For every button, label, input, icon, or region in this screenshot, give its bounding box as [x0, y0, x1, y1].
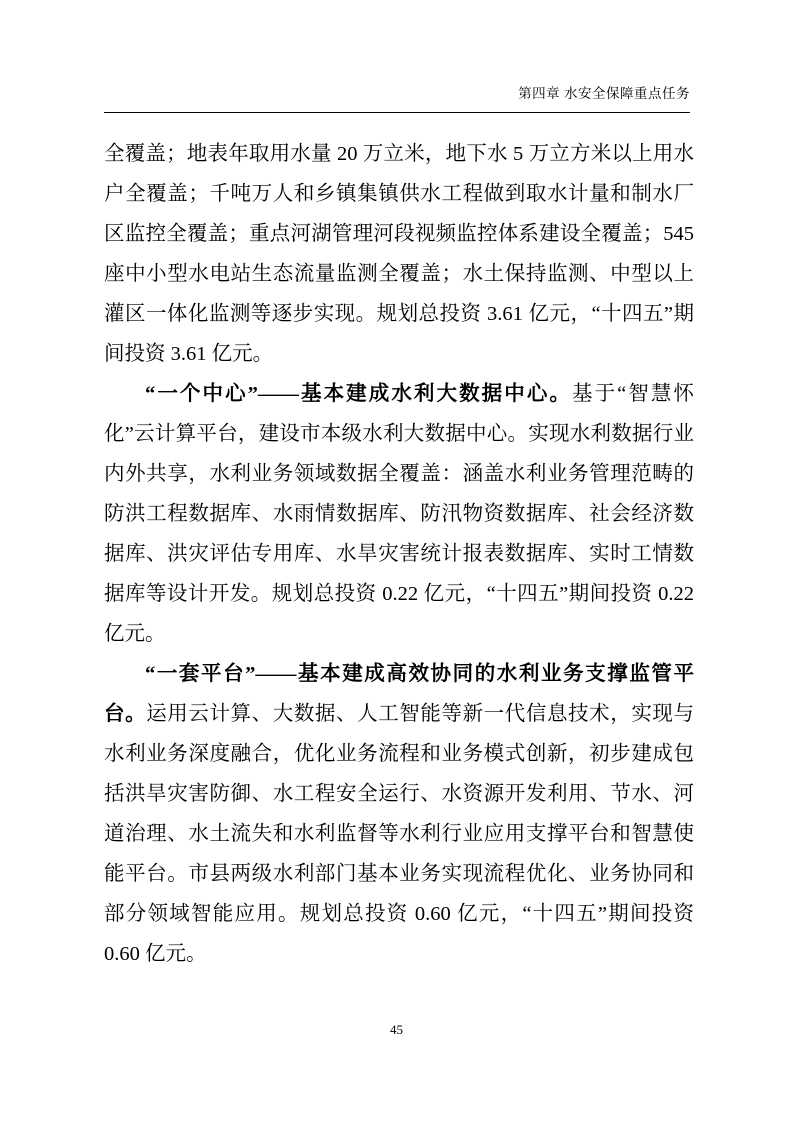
text-run-emphasis: “一个中心”——基本建成水利大数据中心。 — [145, 383, 572, 405]
page-header: 第四章 水安全保障重点任务 — [518, 86, 690, 101]
text-run: 全覆盖；地表年取用水量 20 万立米，地下水 5 万立方米以上用水户全覆盖；千吨万人和乡镇集镇供水工程做到取水计量和制水厂区监控全覆盖；重点河湖管理河段视频监控体系建设全覆盖；545 座中小型水电站生态流量监测全覆盖；水土保持监测、中型以上灌区一体化监测等逐步实现。规划总投资 3.61 亿元，“十四五”期间投资 3.61 亿元。 — [104, 143, 694, 365]
page-number: 45 — [390, 1022, 403, 1037]
text-run: 运用云计算、大数据、人工智能等新一代信息技术，实现与水利业务深度融合，优化业务流程和业务模式创新，初步建成包括洪旱灾害防御、水工程安全运行、水资源开发利用、节水、河道治理、水土流失和水利监督等水利行业应用支撑平台和智慧使能平台。市县两级水利部门基本业务实现流程优化、业务协同和部分领域智能应用。规划总投资 0.60 亿元，“十四五”期间投资 0.60 亿元。 — [104, 703, 695, 965]
paragraph-3 — [104, 654, 694, 974]
paragraph-2 — [104, 374, 694, 654]
header-divider — [104, 112, 690, 113]
text-run: 基于“智慧怀化”云计算平台，建设市本级水利大数据中心。实现水利数据行业内外共享，水利业务领域数据全覆盖：涵盖水利业务管理范畴的防洪工程数据库、水雨情数据库、防汛物资数据库、社会经济数据库、洪灾评估专用库、水旱灾害统计报表数据库、实时工情数据库等设计开发。规划总投资 0.22 亿元，“十四五”期间投资 0.22 亿元。 — [104, 383, 694, 645]
paragraph-1 — [104, 134, 694, 374]
page-content — [104, 134, 694, 974]
text-run-emphasis: “一套平台”——基本建成高效协同的水利业务支撑监管平台。 — [104, 663, 694, 725]
